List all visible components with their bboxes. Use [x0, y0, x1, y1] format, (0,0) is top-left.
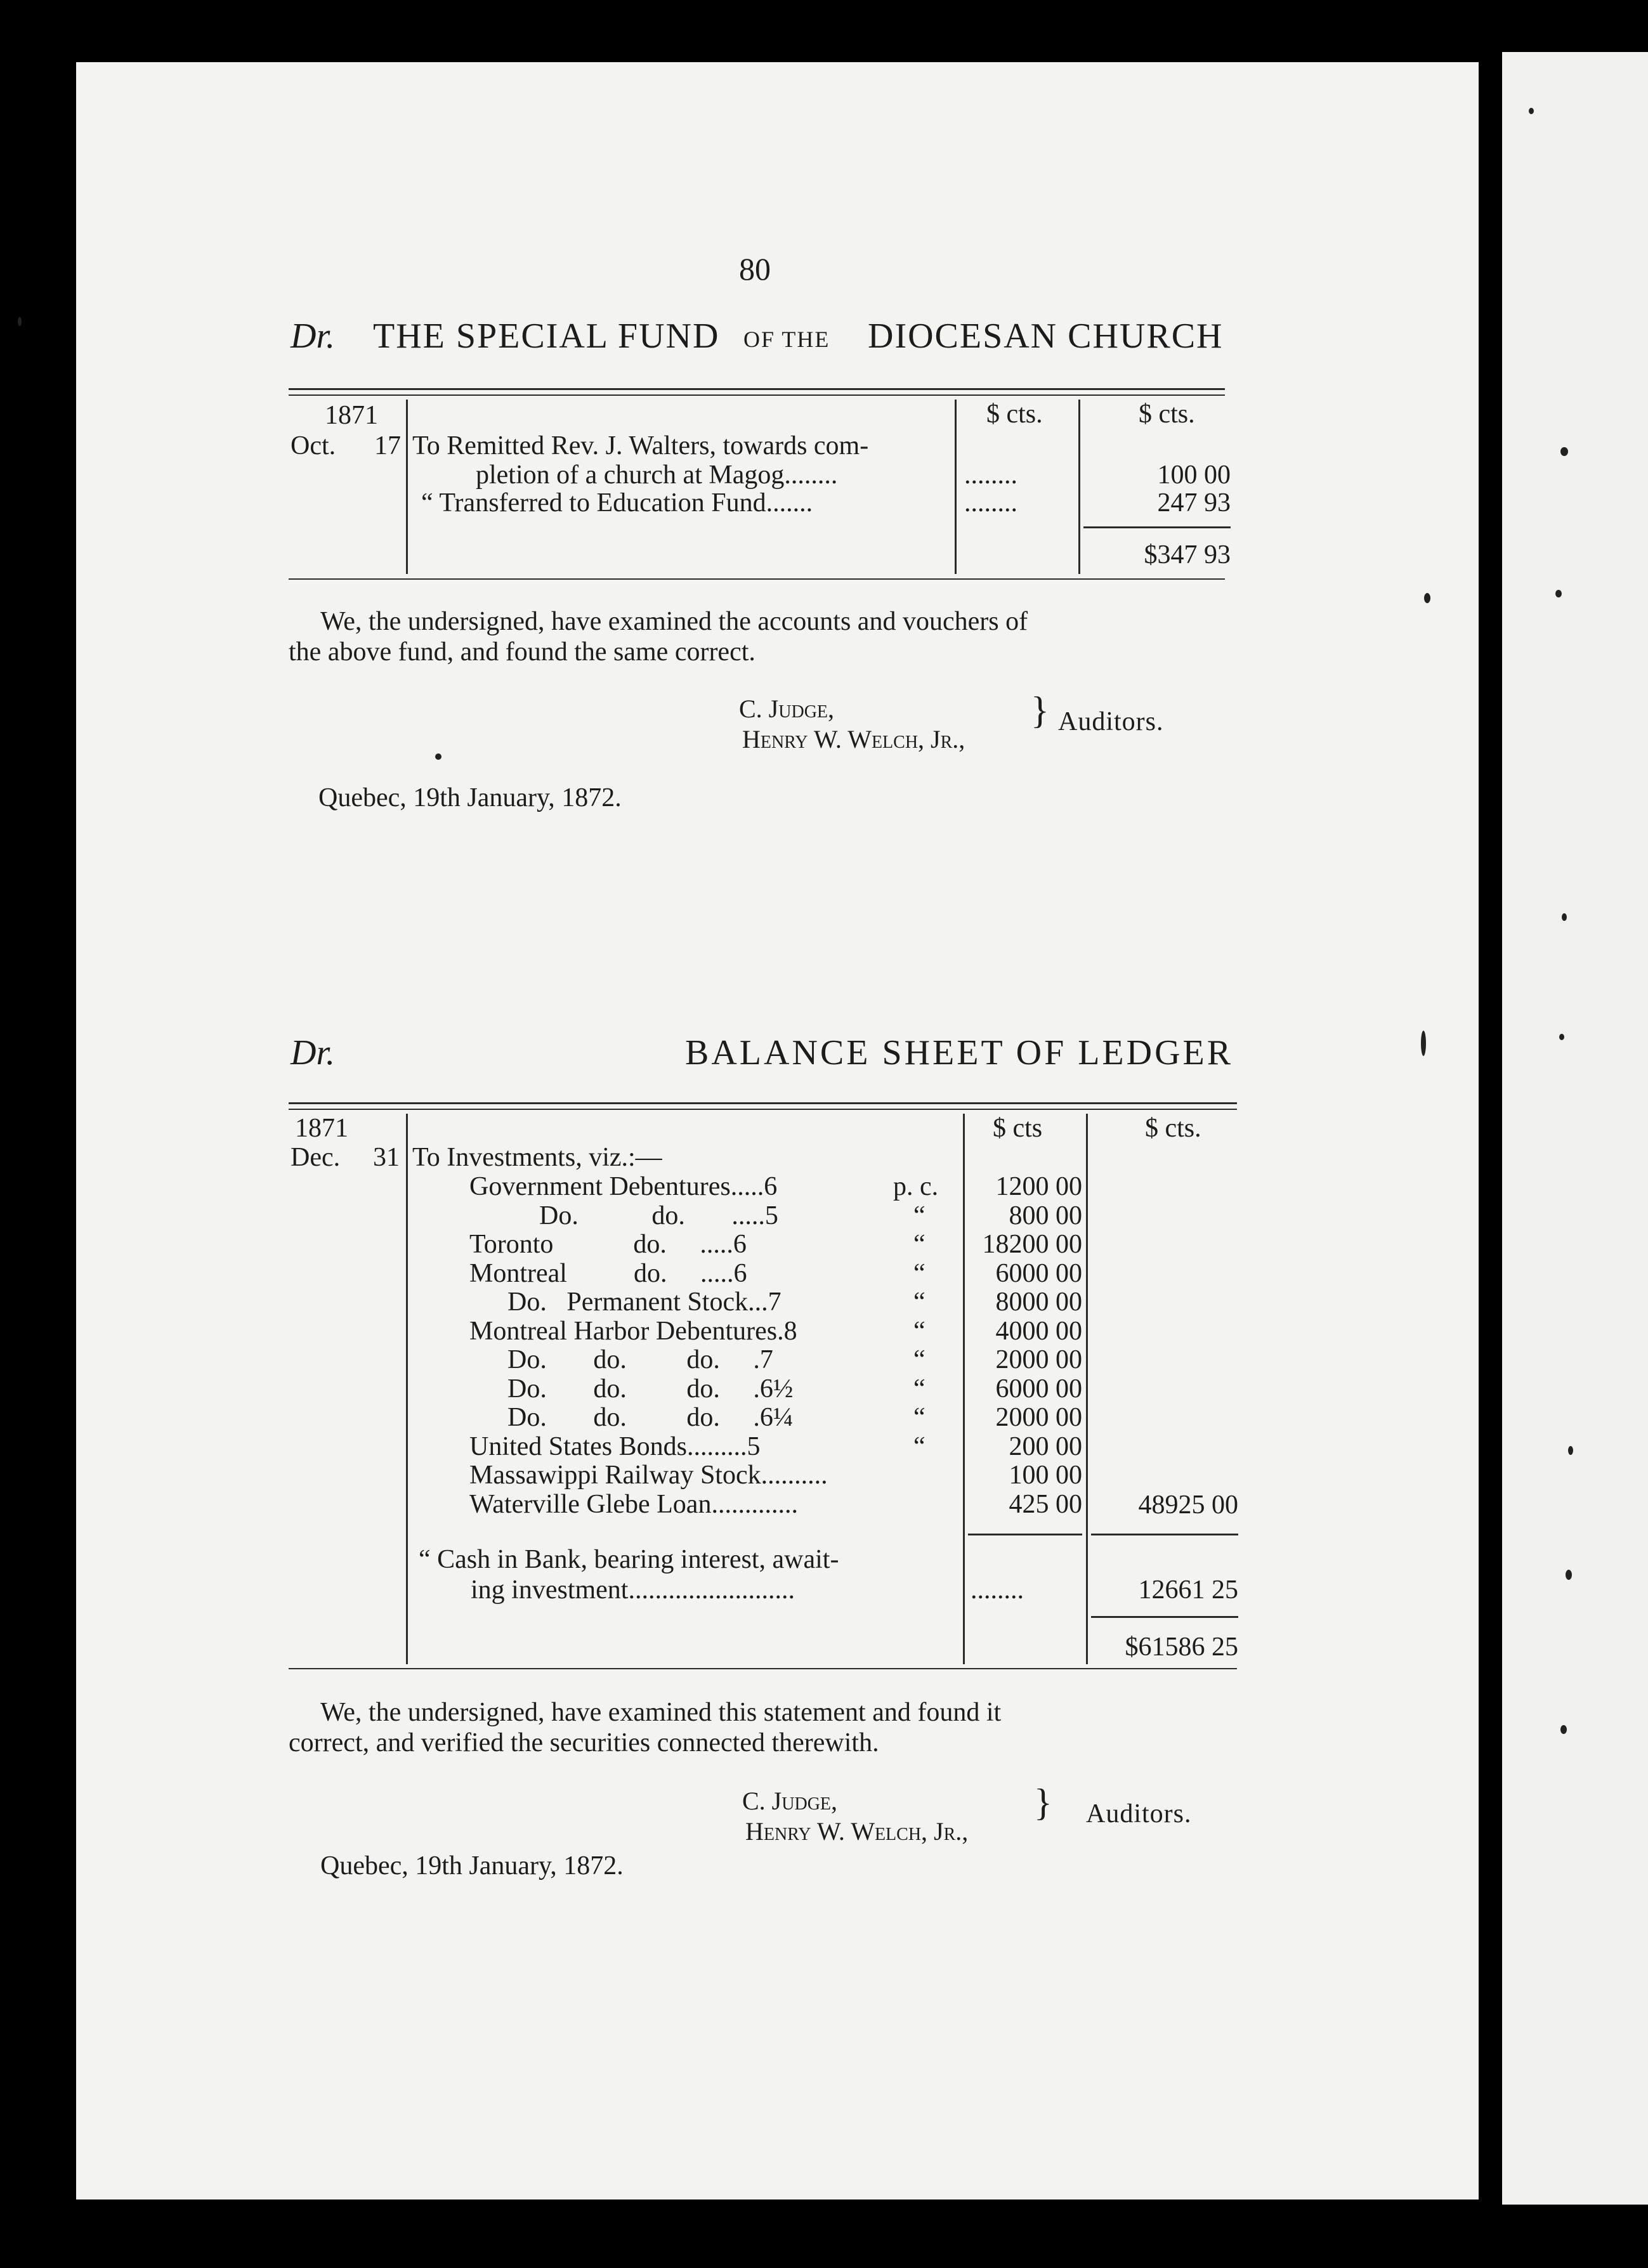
audit-note-line: the above fund, and found the same correct. — [289, 637, 755, 667]
fund-title-part1: THE SPECIAL FUND — [373, 316, 720, 356]
table-month: Oct. — [291, 431, 336, 460]
investments-total: 48925 00 — [1138, 1490, 1238, 1520]
table-year: 1871 — [295, 1114, 348, 1143]
page-number: 80 — [739, 251, 771, 287]
investment-amount: 8000 00 — [995, 1287, 1082, 1317]
sum-rule — [1083, 526, 1231, 528]
adjacent-page-edge — [1502, 52, 1648, 2205]
cash-amount-inner: ........ — [971, 1575, 1024, 1605]
audit-note-line: We, the undersigned, have examined this statement and found it — [320, 1698, 1002, 1727]
investment-rate: “ — [913, 1287, 925, 1317]
scan-speck — [1568, 1446, 1573, 1455]
investment-name: Do. do. do. .6½ — [507, 1374, 794, 1404]
column-header: $ cts. — [986, 400, 1043, 429]
investment-rate: “ — [913, 1201, 925, 1230]
audit-note-line: We, the undersigned, have examined the accounts and vouchers of — [320, 607, 1028, 636]
entry-amount: 247 93 — [1157, 488, 1231, 518]
scan-speck — [1555, 590, 1562, 597]
table-year: 1871 — [325, 401, 378, 430]
column-header: $ cts. — [1139, 400, 1195, 429]
auditor-name: Henry W. Welch, Jr., — [742, 725, 965, 753]
investment-name: Do. do. do. .7 — [507, 1345, 773, 1374]
column-rule — [406, 1114, 408, 1664]
scan-speck — [435, 753, 441, 760]
place-date: Quebec, 19th January, 1872. — [318, 783, 622, 812]
table-bottom-rule — [289, 1668, 1237, 1669]
investment-rate: “ — [913, 1345, 925, 1374]
fund-title-part2: DIOCESAN CHURCH — [868, 316, 1224, 356]
investment-name: Do. do. .....5 — [539, 1201, 778, 1230]
investment-amount: 2000 00 — [995, 1345, 1082, 1374]
scan-speck — [1566, 1570, 1572, 1580]
cash-amount: 12661 25 — [1138, 1575, 1238, 1605]
sum-rule — [968, 1534, 1082, 1535]
audit-note-line: correct, and verified the securities connected therewith. — [289, 1728, 879, 1757]
brace-icon: } — [1031, 689, 1049, 731]
column-header: $ cts. — [1145, 1114, 1201, 1143]
investment-name: Government Debentures.....6 — [469, 1172, 778, 1201]
balance-sheet-title: BALANCE SHEET OF LEDGER — [685, 1033, 1234, 1072]
place-date: Quebec, 19th January, 1872. — [320, 1851, 624, 1880]
entry-amount: 100 00 — [1157, 460, 1231, 490]
scan-speck — [1560, 1725, 1567, 1734]
scan-speck — [1529, 108, 1534, 114]
auditor-name: C. Judge, — [739, 694, 835, 723]
auditors-label: Auditors. — [1086, 1799, 1192, 1828]
scanned-page — [76, 62, 1479, 2200]
debit-label: Dr. — [291, 1033, 336, 1072]
investment-name: Waterville Glebe Loan............. — [469, 1489, 798, 1519]
investment-rate: “ — [913, 1403, 925, 1432]
grand-total: $61586 25 — [1125, 1633, 1238, 1662]
scan-speck — [1562, 913, 1567, 921]
investment-amount: 6000 00 — [995, 1258, 1082, 1288]
investment-name: Montreal do. .....6 — [469, 1258, 747, 1288]
investment-name: Do. Permanent Stock...7 — [507, 1287, 781, 1317]
investment-rate: “ — [913, 1230, 925, 1259]
investment-name: Montreal Harbor Debentures.8 — [469, 1316, 797, 1346]
investment-amount: 4000 00 — [995, 1316, 1082, 1346]
column-rule — [406, 400, 408, 574]
investment-amount: 18200 00 — [982, 1230, 1082, 1259]
brace-icon: } — [1034, 1782, 1052, 1823]
investment-rate: “ — [913, 1316, 925, 1346]
investment-amount: 6000 00 — [995, 1374, 1082, 1404]
entry-description: To Remitted Rev. J. Walters, towards com- — [412, 431, 869, 460]
sum-rule — [1091, 1616, 1238, 1618]
entry-amount-inner: ........ — [964, 460, 1017, 490]
investment-rate: “ — [913, 1374, 925, 1404]
cash-description: “ Cash in Bank, bearing interest, await- — [419, 1545, 839, 1574]
fund-total: $347 93 — [1144, 540, 1231, 570]
investment-rate: “ — [913, 1258, 925, 1288]
investment-name: Do. do. do. .6¼ — [507, 1403, 794, 1432]
table-top-rule — [289, 388, 1225, 390]
investment-rate: p. c. — [893, 1172, 939, 1201]
table-day: 17 — [374, 431, 401, 460]
investment-amount: 100 00 — [1009, 1461, 1082, 1490]
cash-description: ing investment......................... — [471, 1575, 795, 1605]
investment-name: Massawippi Railway Stock.......... — [469, 1461, 828, 1490]
scan-speck — [1424, 593, 1430, 603]
investment-amount: 800 00 — [1009, 1201, 1082, 1230]
investment-amount: 2000 00 — [995, 1403, 1082, 1432]
column-header: $ cts — [993, 1114, 1043, 1143]
entry-description: pletion of a church at Magog........ — [476, 460, 838, 490]
entry-description: “ Transferred to Education Fund....... — [421, 488, 813, 518]
column-rule — [955, 400, 957, 574]
sum-rule — [1091, 1534, 1238, 1535]
investment-name: Toronto do. .....6 — [469, 1230, 747, 1259]
table-month: Dec. — [291, 1143, 341, 1172]
auditor-name: Henry W. Welch, Jr., — [745, 1817, 969, 1846]
investment-amount: 200 00 — [1009, 1431, 1082, 1461]
table-bottom-rule — [289, 578, 1225, 580]
auditors-label: Auditors. — [1058, 707, 1164, 736]
investments-heading: To Investments, viz.:— — [412, 1143, 662, 1172]
scan-speck — [1560, 447, 1568, 456]
investment-name: United States Bonds.........5 — [469, 1431, 761, 1461]
scan-speck — [18, 317, 22, 326]
debit-label: Dr. — [291, 316, 336, 356]
auditor-name: C. Judge, — [742, 1787, 838, 1815]
investment-rate: “ — [913, 1431, 925, 1461]
investment-amount: 425 00 — [1009, 1489, 1082, 1519]
investment-amount: 1200 00 — [995, 1172, 1082, 1201]
fund-title-connector: OF THE — [743, 327, 830, 352]
table-day: 31 — [373, 1143, 400, 1172]
entry-amount-inner: ........ — [964, 488, 1017, 518]
scan-speck — [1559, 1034, 1564, 1040]
table-top-rule — [289, 1102, 1237, 1104]
scan-speck — [1421, 1031, 1426, 1056]
table-top-rule — [289, 1109, 1237, 1110]
table-top-rule — [289, 394, 1225, 396]
